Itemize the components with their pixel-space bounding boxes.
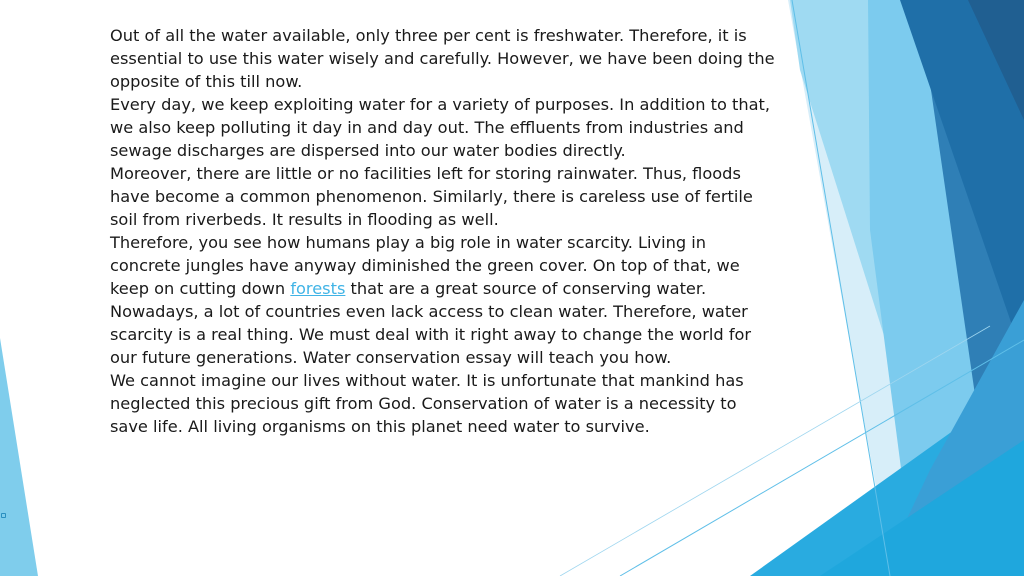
paragraph [110,231,775,300]
paragraph: Every day, we keep exploiting water for a variety of purposes. In addition to that, we also keep polluting it day in and day out. The effluents from industries and sewage discharges are dispersed into our water bodies directly. [110,95,771,160]
left-edge-shape [0,338,38,576]
paragraph: Moreover, there are little or no facilities left for storing rainwater. Thus, floods have become a common phenomenon. Similarly, there is careless use of fertile soil from riverbeds. It results in flooding as well. [110,164,753,229]
small-square-marker [1,513,6,518]
forests-link[interactable]: forests [290,279,346,298]
paragraph: Nowadays, a lot of countries even lack access to clean water. Therefore, water scarcity is a real thing. We must deal with it right away to change the world for our future generations. Water conservation essay will teach you how. [110,302,752,367]
paragraph-text-after-link: that are a great source of conserving water. [345,279,707,298]
paragraph-text-before-link: Therefore, you see how humans play a big role in water scarcity. Living in concrete jungles have anyway diminished the green cover. On top of that, we keep on cutting down [110,233,740,298]
paragraph: We cannot imagine our lives without water. It is unfortunate that mankind has neglected this precious gift from God. Conservation of water is a necessity to save life. All living organisms on this planet need water to survive. [110,371,744,436]
paragraph: Out of all the water available, only three per cent is freshwater. Therefore, it is essential to use this water wisely and carefully. However, we have been doing the opposite of this till now. [110,26,775,91]
essay-text [110,24,775,438]
